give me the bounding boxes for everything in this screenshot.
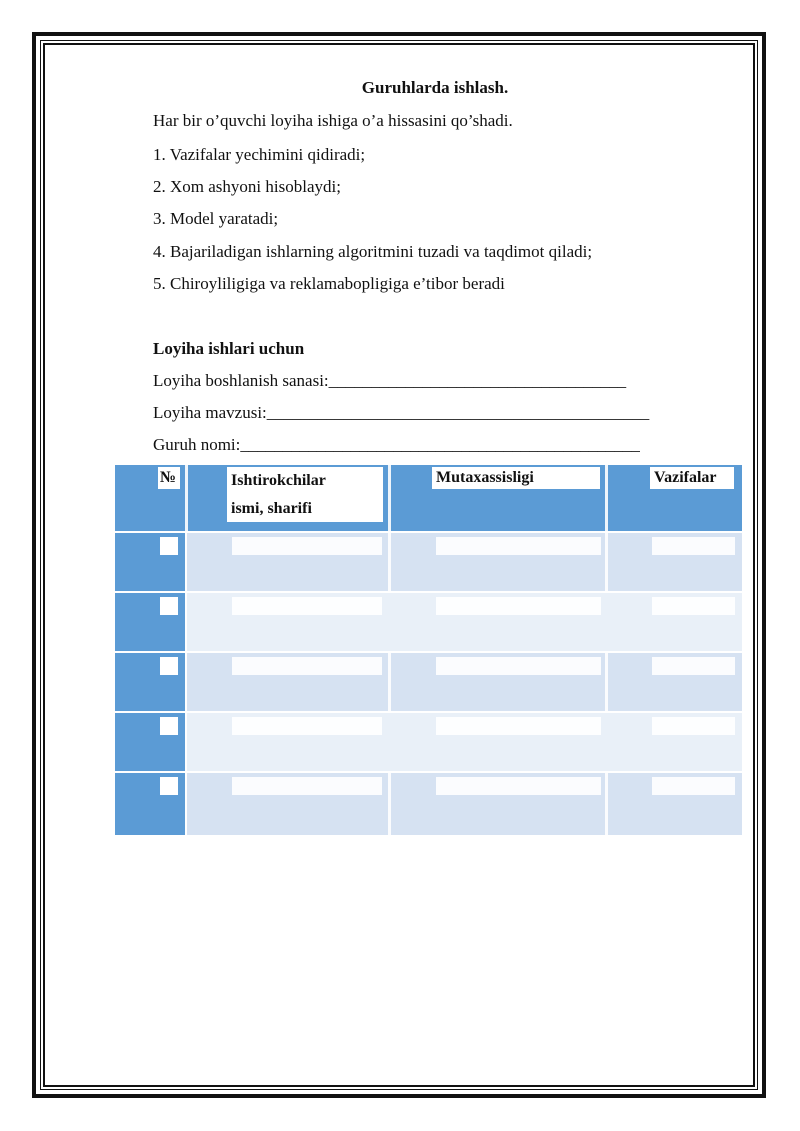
- participants-table: [115, 465, 742, 835]
- table-row[interactable]: [115, 773, 742, 835]
- header-number: №: [158, 467, 180, 489]
- header-specialty: Mutaxassisligi: [432, 467, 600, 489]
- header-participants-line2: ismi, sharifi: [231, 500, 312, 517]
- task-item-5: 5. Chiroyliligiga va reklamabopligiga e’tibor beradi: [153, 274, 505, 293]
- task-item-2: 2. Xom ashyoni hisoblaydi;: [153, 177, 341, 196]
- start-date-field[interactable]: Loyiha boshlanish sanasi:___________________________________: [153, 371, 627, 390]
- task-item-1: 1. Vazifalar yechimini qidiradi;: [153, 145, 366, 164]
- form-section-title: Loyiha ishlari uchun: [153, 339, 305, 358]
- table-row[interactable]: [115, 653, 742, 711]
- table-row[interactable]: [115, 713, 742, 771]
- group-name-field[interactable]: Guruh nomi:_______________________________________________: [153, 435, 640, 454]
- table-header: [115, 465, 742, 531]
- intro-text: Har bir o’quvchi loyiha ishiga o’a hissasini qo’shadi.: [153, 111, 513, 130]
- header-tasks: Vazifalar: [650, 467, 734, 489]
- header-participants: [227, 467, 383, 522]
- topic-field[interactable]: Loyiha mavzusi:_____________________________________________: [153, 403, 650, 422]
- page-title: Guruhlarda ishlash.: [361, 78, 509, 97]
- task-item-3: 3. Model yaratadi;: [153, 209, 279, 228]
- task-item-4: 4. Bajariladigan ishlarning algoritmini tuzadi va taqdimot qiladi;: [153, 242, 593, 261]
- table-row[interactable]: [115, 593, 742, 651]
- header-participants-line1: Ishtirokchilar: [231, 472, 326, 489]
- table-row[interactable]: [115, 533, 742, 591]
